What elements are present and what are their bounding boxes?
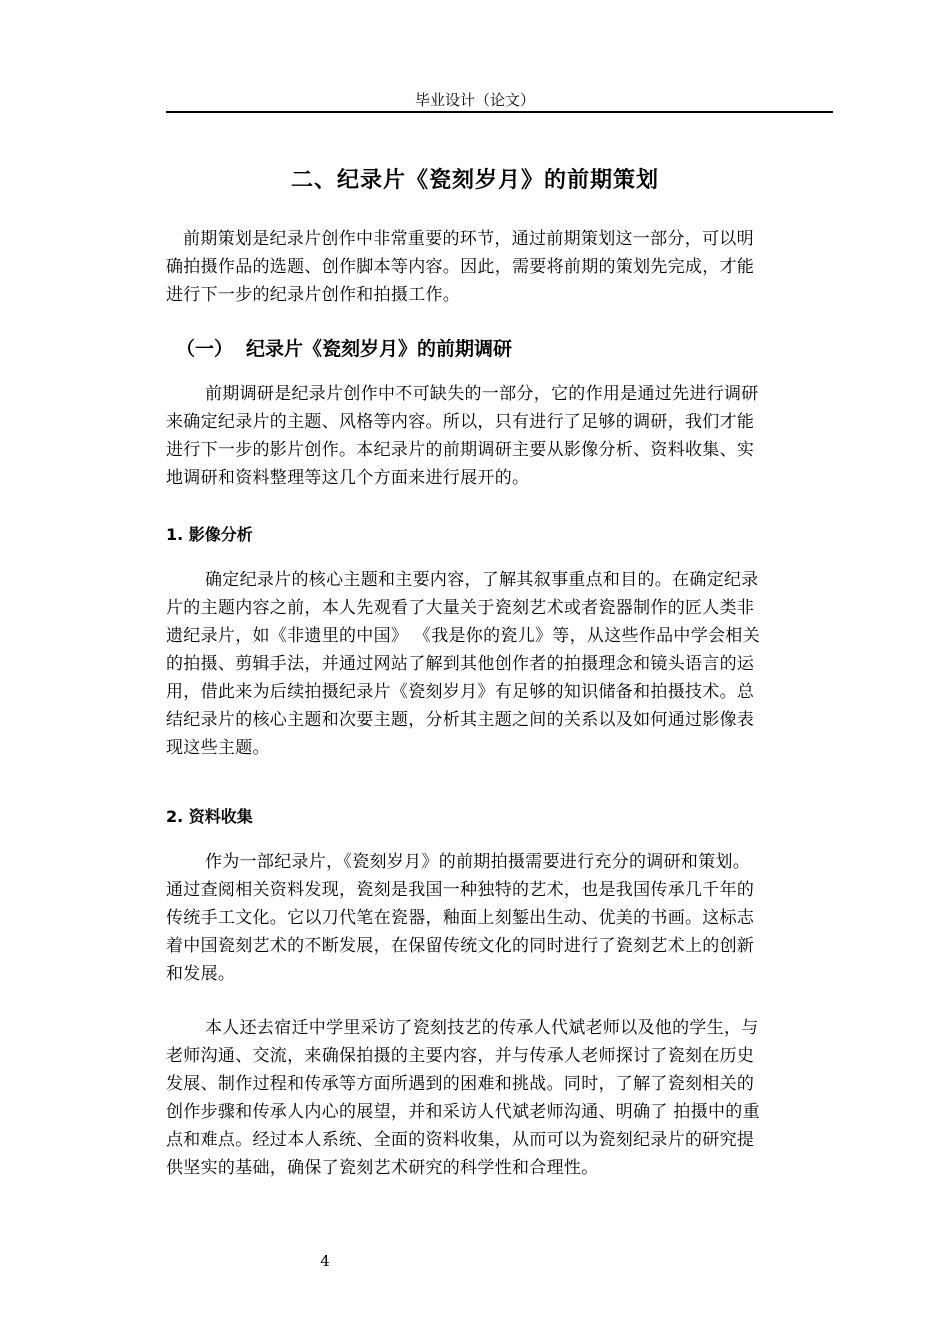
intro-paragraph <box>166 225 833 309</box>
subsection-heading-data-collection: 2. 资料收集 <box>166 807 253 826</box>
text-line: 本人还去宿迁中学里采访了瓷刻技艺的传承人代斌老师以及他的学生，与 <box>205 1018 759 1038</box>
text-line: 用，借此来为后续拍摄纪录片《瓷刻岁月》有足够的知识储备和拍摄技术。总 <box>166 682 755 702</box>
data-collection-paragraph-2 <box>166 1014 833 1182</box>
subsection-heading-image-analysis: 1. 影像分析 <box>166 525 253 544</box>
text-line: 前期策划是纪录片创作中非常重要的环节，通过前期策划这一部分，可以明 <box>183 229 754 249</box>
text-line: 前期调研是纪录片创作中不可缺失的一部分，它的作用是通过先进行调研 <box>205 384 759 404</box>
text-line: 的拍摄、剪辑手法，并通过网站了解到其他创作者的拍摄理念和镜头语言的运 <box>166 654 755 674</box>
text-line: 遗纪录片，如《非遗里的中国》 《我是你的瓷儿》等，从这些作品中学会相关 <box>166 626 760 646</box>
text-line: 通过查阅相关资料发现，瓷刻是我国一种独特的艺术，也是我国传承几千年的 <box>166 880 755 900</box>
text-line: 作为一部纪录片，《瓷刻岁月》的前期拍摄需要进行充分的调研和策划。 <box>205 852 751 872</box>
section-marker: （一） <box>176 338 234 360</box>
text-line: 老师沟通、交流，来确保拍摄的主要内容，并与传承人老师探讨了瓷刻在历史 <box>166 1046 755 1066</box>
section-heading <box>176 335 512 363</box>
image-analysis-paragraph <box>166 566 833 762</box>
text-line: 供坚实的基础，确保了瓷刻艺术研究的科学性和合理性。 <box>166 1158 599 1178</box>
text-line: 地调研和资料整理等这几个方面来进行展开的。 <box>166 468 530 488</box>
text-line: 着中国瓷刻艺术的不断发展，在保留传统文化的同时进行了瓷刻艺术上的创新 <box>166 936 755 956</box>
data-collection-paragraph-1 <box>166 848 833 988</box>
text-line: 点和难点。经过本人系统、全面的资料收集，从而可以为瓷刻纪录片的研究提 <box>166 1130 755 1150</box>
chapter-title: 二、纪录片《瓷刻岁月》的前期策划 <box>290 168 659 193</box>
text-line: 创作步骤和传承人内心的展望，并和采访人代斌老师沟通、明确了 拍摄中的重 <box>166 1102 760 1122</box>
text-line: 发展、制作过程和传承等方面所遇到的困难和挑战。同时，了解了瓷刻相关的 <box>166 1074 755 1094</box>
text-line: 确定纪录片的核心主题和主要内容，了解其叙事重点和目的。在确定纪录 <box>205 570 759 590</box>
text-line: 结纪录片的核心主题和次要主题，分析其主题之间的关系以及如何通过影像表 <box>166 710 755 730</box>
text-line: 确拍摄作品的选题、创作脚本等内容。因此，需要将前期的策划先完成，才能 <box>166 257 755 277</box>
page-number: 4 <box>320 1252 330 1270</box>
running-header: 毕业设计（论文） <box>414 91 535 109</box>
text-line: 进行下一步的纪录片创作和拍摄工作。 <box>166 285 461 305</box>
text-line: 片的主题内容之前，本人先观看了大量关于瓷刻艺术或者瓷器制作的匠人类非 <box>166 598 755 618</box>
research-paragraph <box>166 380 833 492</box>
text-line: 现这些主题。 <box>166 738 270 758</box>
header-rule <box>166 111 833 113</box>
text-line: 进行下一步的影片创作。本纪录片的前期调研主要从影像分析、资料收集、实 <box>166 440 755 460</box>
text-line: 来确定纪录片的主题、风格等内容。所以，只有进行了足够的调研，我们才能 <box>166 412 755 432</box>
text-line: 传统手工文化。它以刀代笔在瓷器，釉面上刻錾出生动、优美的书画。这标志 <box>166 908 755 928</box>
text-line: 和发展。 <box>166 964 236 984</box>
section-title: 纪录片《瓷刻岁月》的前期调研 <box>246 338 513 360</box>
